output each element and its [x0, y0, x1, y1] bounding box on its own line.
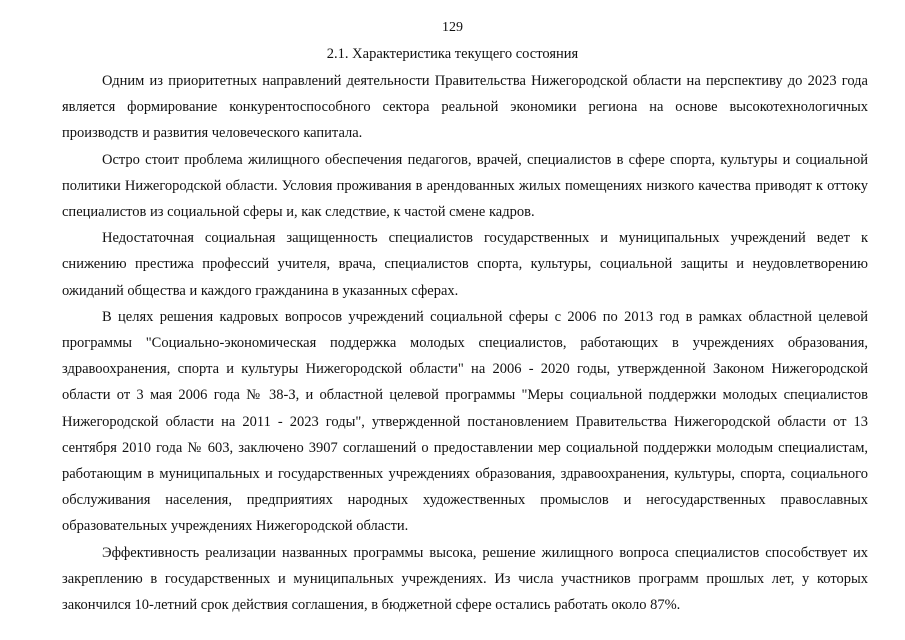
- paragraph-social-protection: Недостаточная социальная защищенность специалистов государственных и муниципальных учреждений ведет к снижению престижа профессий учителя, врача, специалистов спорта, культуры, социальной защиты и неудовлетворению ожиданий общества и каждого гражданина в указанных сферах.: [62, 230, 868, 299]
- page-number: 129: [442, 20, 463, 35]
- paragraph-priority-directions: Одним из приоритетных направлений деятельности Правительства Нижегородской области на перспективу до 2023 года является формирование конкурентоспособного сектора реальной экономики региона на основе высокотехнологичных производств и развития человеческого капитала.: [62, 73, 868, 142]
- document-body: [62, 68, 868, 618]
- section-title: 2.1. Характеристика текущего состояния: [326, 46, 579, 62]
- paragraph-program-efficiency: Эффективность реализации названных программы высока, решение жилищного вопроса специалистов способствует их закреплению в государственных и муниципальных учреждениях. Из числа участников программ прошлых лет, у которых закончился 10-летний срок действия соглашения, в бюджетной сфере остались работать около 87%.: [62, 544, 868, 614]
- paragraph-housing-problem: Остро стоит проблема жилищного обеспечения педагогов, врачей, специалистов в сфере спорта, культуры и социальной политики Нижегородской области. Условия проживания в арендованных жилых помещениях низкого качества приводят к оттоку специалистов из социальной сферы и, как следствие, к частой смене кадров.: [62, 151, 868, 221]
- paragraph-personnel-programs: В целях решения кадровых вопросов учреждений социальной сферы с 2006 по 2013 год в рамках областной целевой программы "Социально-экономическая поддержка молодых специалистов, работающих в учреждениях образования, здравоохранения, спорта и культуры Нижегородской области" на 2006 - 2020 годы, утвержденной Законом Нижегородской области от 3 мая 2006 года № 38-З, и областной целевой программы "Меры социальной поддержки молодых специалистов Нижегородской области на 2011 - 2023 годы", утвержденной постановлением Правительства Нижегородской области от 13 сентября 2010 года № 603, заключено 3907 соглашений о предоставлении мер социальной поддержки молодым специалистам, работающим в муниципальных и государственных учреждениях образования, здравоохранения, культуры, спорта, социального обслуживания населения, предприятиях народных художественных промыслов и негосударственных православных образовательных учреждениях Нижегородской области.: [62, 308, 868, 535]
